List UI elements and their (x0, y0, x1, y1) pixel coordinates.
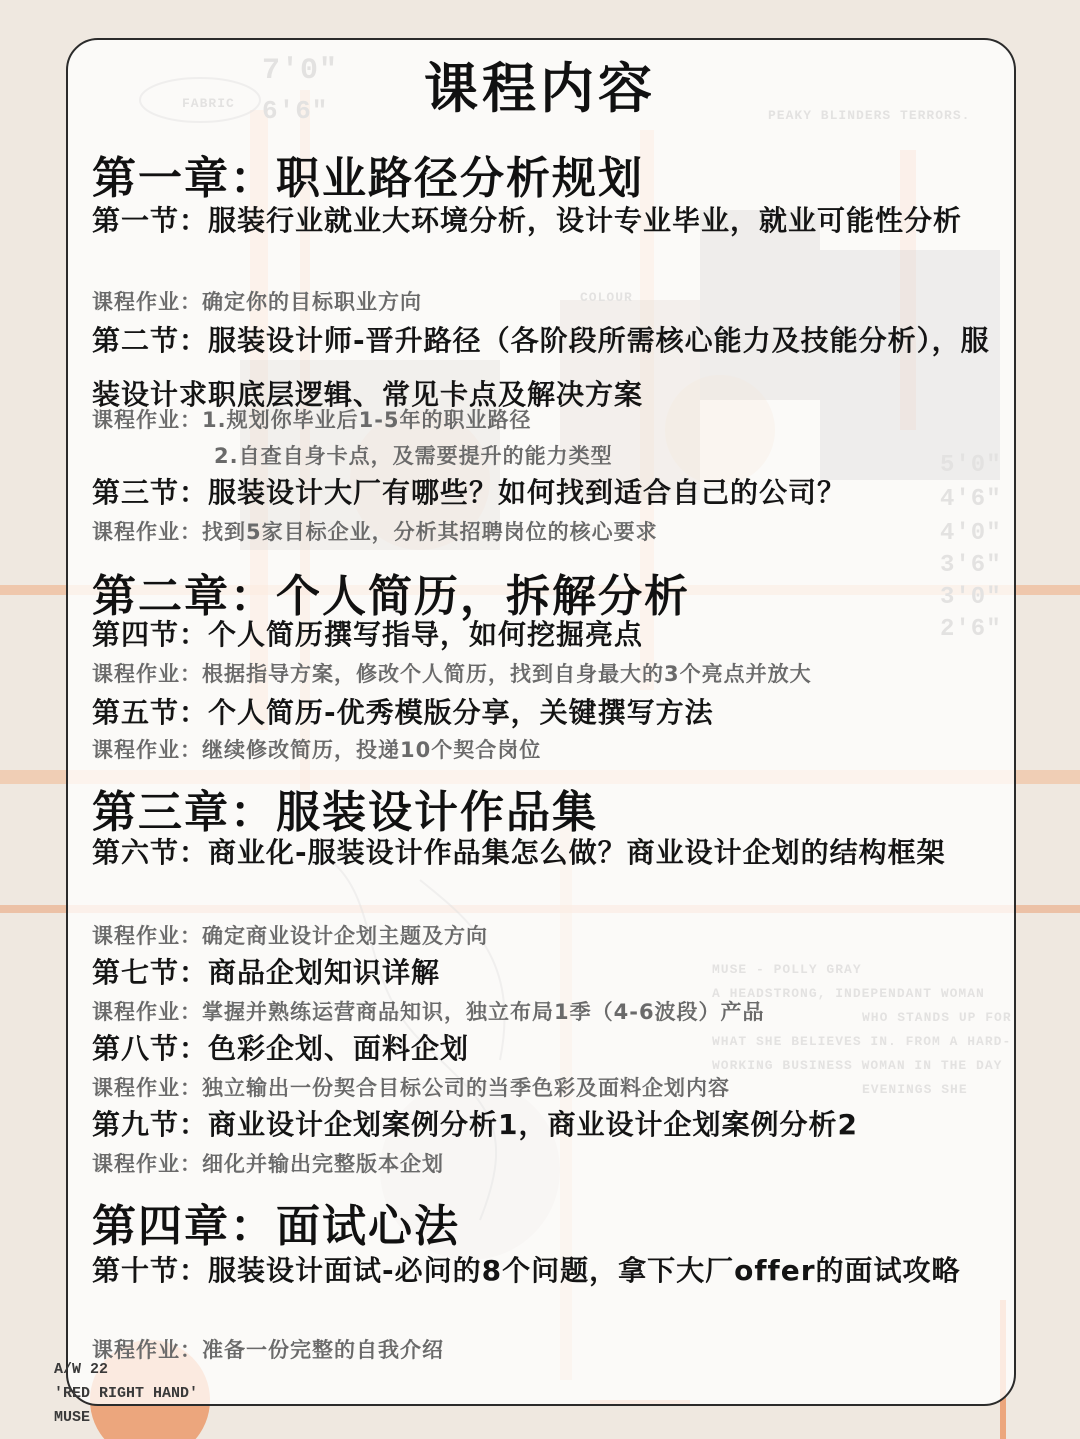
section-title: 第七节：商品企划知识详解 (92, 956, 441, 989)
chapter-title: 第三章：服装设计作品集 (92, 787, 598, 838)
section-title: 第一节：服装行业就业大环境分析，设计专业毕业，就业可能性分析 (92, 204, 963, 237)
homework-text: 准备一份完整的自我介绍 (202, 1338, 444, 1362)
homework-line (92, 734, 992, 764)
section-title: 第三节：服装设计大厂有哪些？如何找到适合自己的公司？ (92, 476, 847, 509)
homework-text: 1.规划你毕业后1-5年的职业路径 (202, 408, 532, 432)
footer-line: A/W 22 (54, 1361, 109, 1378)
homework-text: 细化并输出完整版本企划 (202, 1152, 444, 1176)
homework-text: 根据指导方案，修改个人简历，找到自身最大的3个亮点并放大 (202, 662, 812, 686)
homework-line (92, 1148, 992, 1178)
homework-text: 继续修改简历，投递10个契合岗位 (202, 738, 542, 762)
section-title: 第五节：个人简历-优秀模版分享，关键撰写方法 (92, 696, 714, 729)
homework-line (92, 516, 992, 546)
homework-text: 确定你的目标职业方向 (202, 290, 422, 314)
section-title: 第六节：商业化-服装设计作品集怎么做？商业设计企划的结构框架 (92, 836, 946, 869)
section-title: 第八节：色彩企划、面料企划 (92, 1032, 470, 1065)
footer-line: 'RED RIGHT HAND' (54, 1385, 199, 1402)
homework-label: 课程作业： (92, 1152, 202, 1176)
homework-label: 课程作业： (92, 738, 202, 762)
chapter-title: 第四章：面试心法 (92, 1201, 460, 1252)
homework-text: 独立输出一份契合目标公司的当季色彩及面料企划内容 (202, 1076, 730, 1100)
collection-label (54, 1358, 198, 1430)
chapter-title: 第一章：职业路径分析规划 (92, 153, 644, 204)
section-title: 第四节：个人简历撰写指导，如何挖掘亮点 (92, 618, 644, 651)
homework-label: 课程作业： (92, 1000, 202, 1024)
page-title: 课程内容 (424, 57, 656, 120)
homework-label: 课程作业： (92, 520, 202, 544)
homework-label: 课程作业： (92, 290, 202, 314)
section-title: 第九节：商业设计企划案例分析1，商业设计企划案例分析2 (92, 1108, 858, 1141)
homework-label: 课程作业： (92, 924, 202, 948)
homework-label: 课程作业： (92, 662, 202, 686)
chapter-title: 第二章：个人简历，拆解分析 (92, 571, 690, 622)
homework-line (92, 404, 992, 434)
homework-text: 掌握并熟练运营商品知识，独立布局1季（4-6波段）产品 (202, 1000, 765, 1024)
homework-label: 课程作业： (92, 1076, 202, 1100)
homework-text: 找到5家目标企业，分析其招聘岗位的核心要求 (202, 520, 658, 544)
footer-line: MUSE (54, 1409, 91, 1426)
homework-line (92, 1334, 992, 1364)
homework-line (92, 286, 992, 316)
homework-line (92, 658, 992, 688)
homework-text: 2.自查自身卡点，及需要提升的能力类型 (214, 444, 613, 468)
section-title: 第十节：服装设计面试-必问的8个问题，拿下大厂offer的面试攻略 (92, 1254, 961, 1287)
homework-text: 确定商业设计企划主题及方向 (202, 924, 488, 948)
homework-label: 课程作业： (92, 1338, 202, 1362)
section-title: 第二节：服装设计师-晋升路径（各阶段所需核心能力及技能分析），服装设计求职底层逻辑、常见卡点及解决方案 (92, 324, 990, 411)
homework-label: 课程作业： (92, 408, 202, 432)
